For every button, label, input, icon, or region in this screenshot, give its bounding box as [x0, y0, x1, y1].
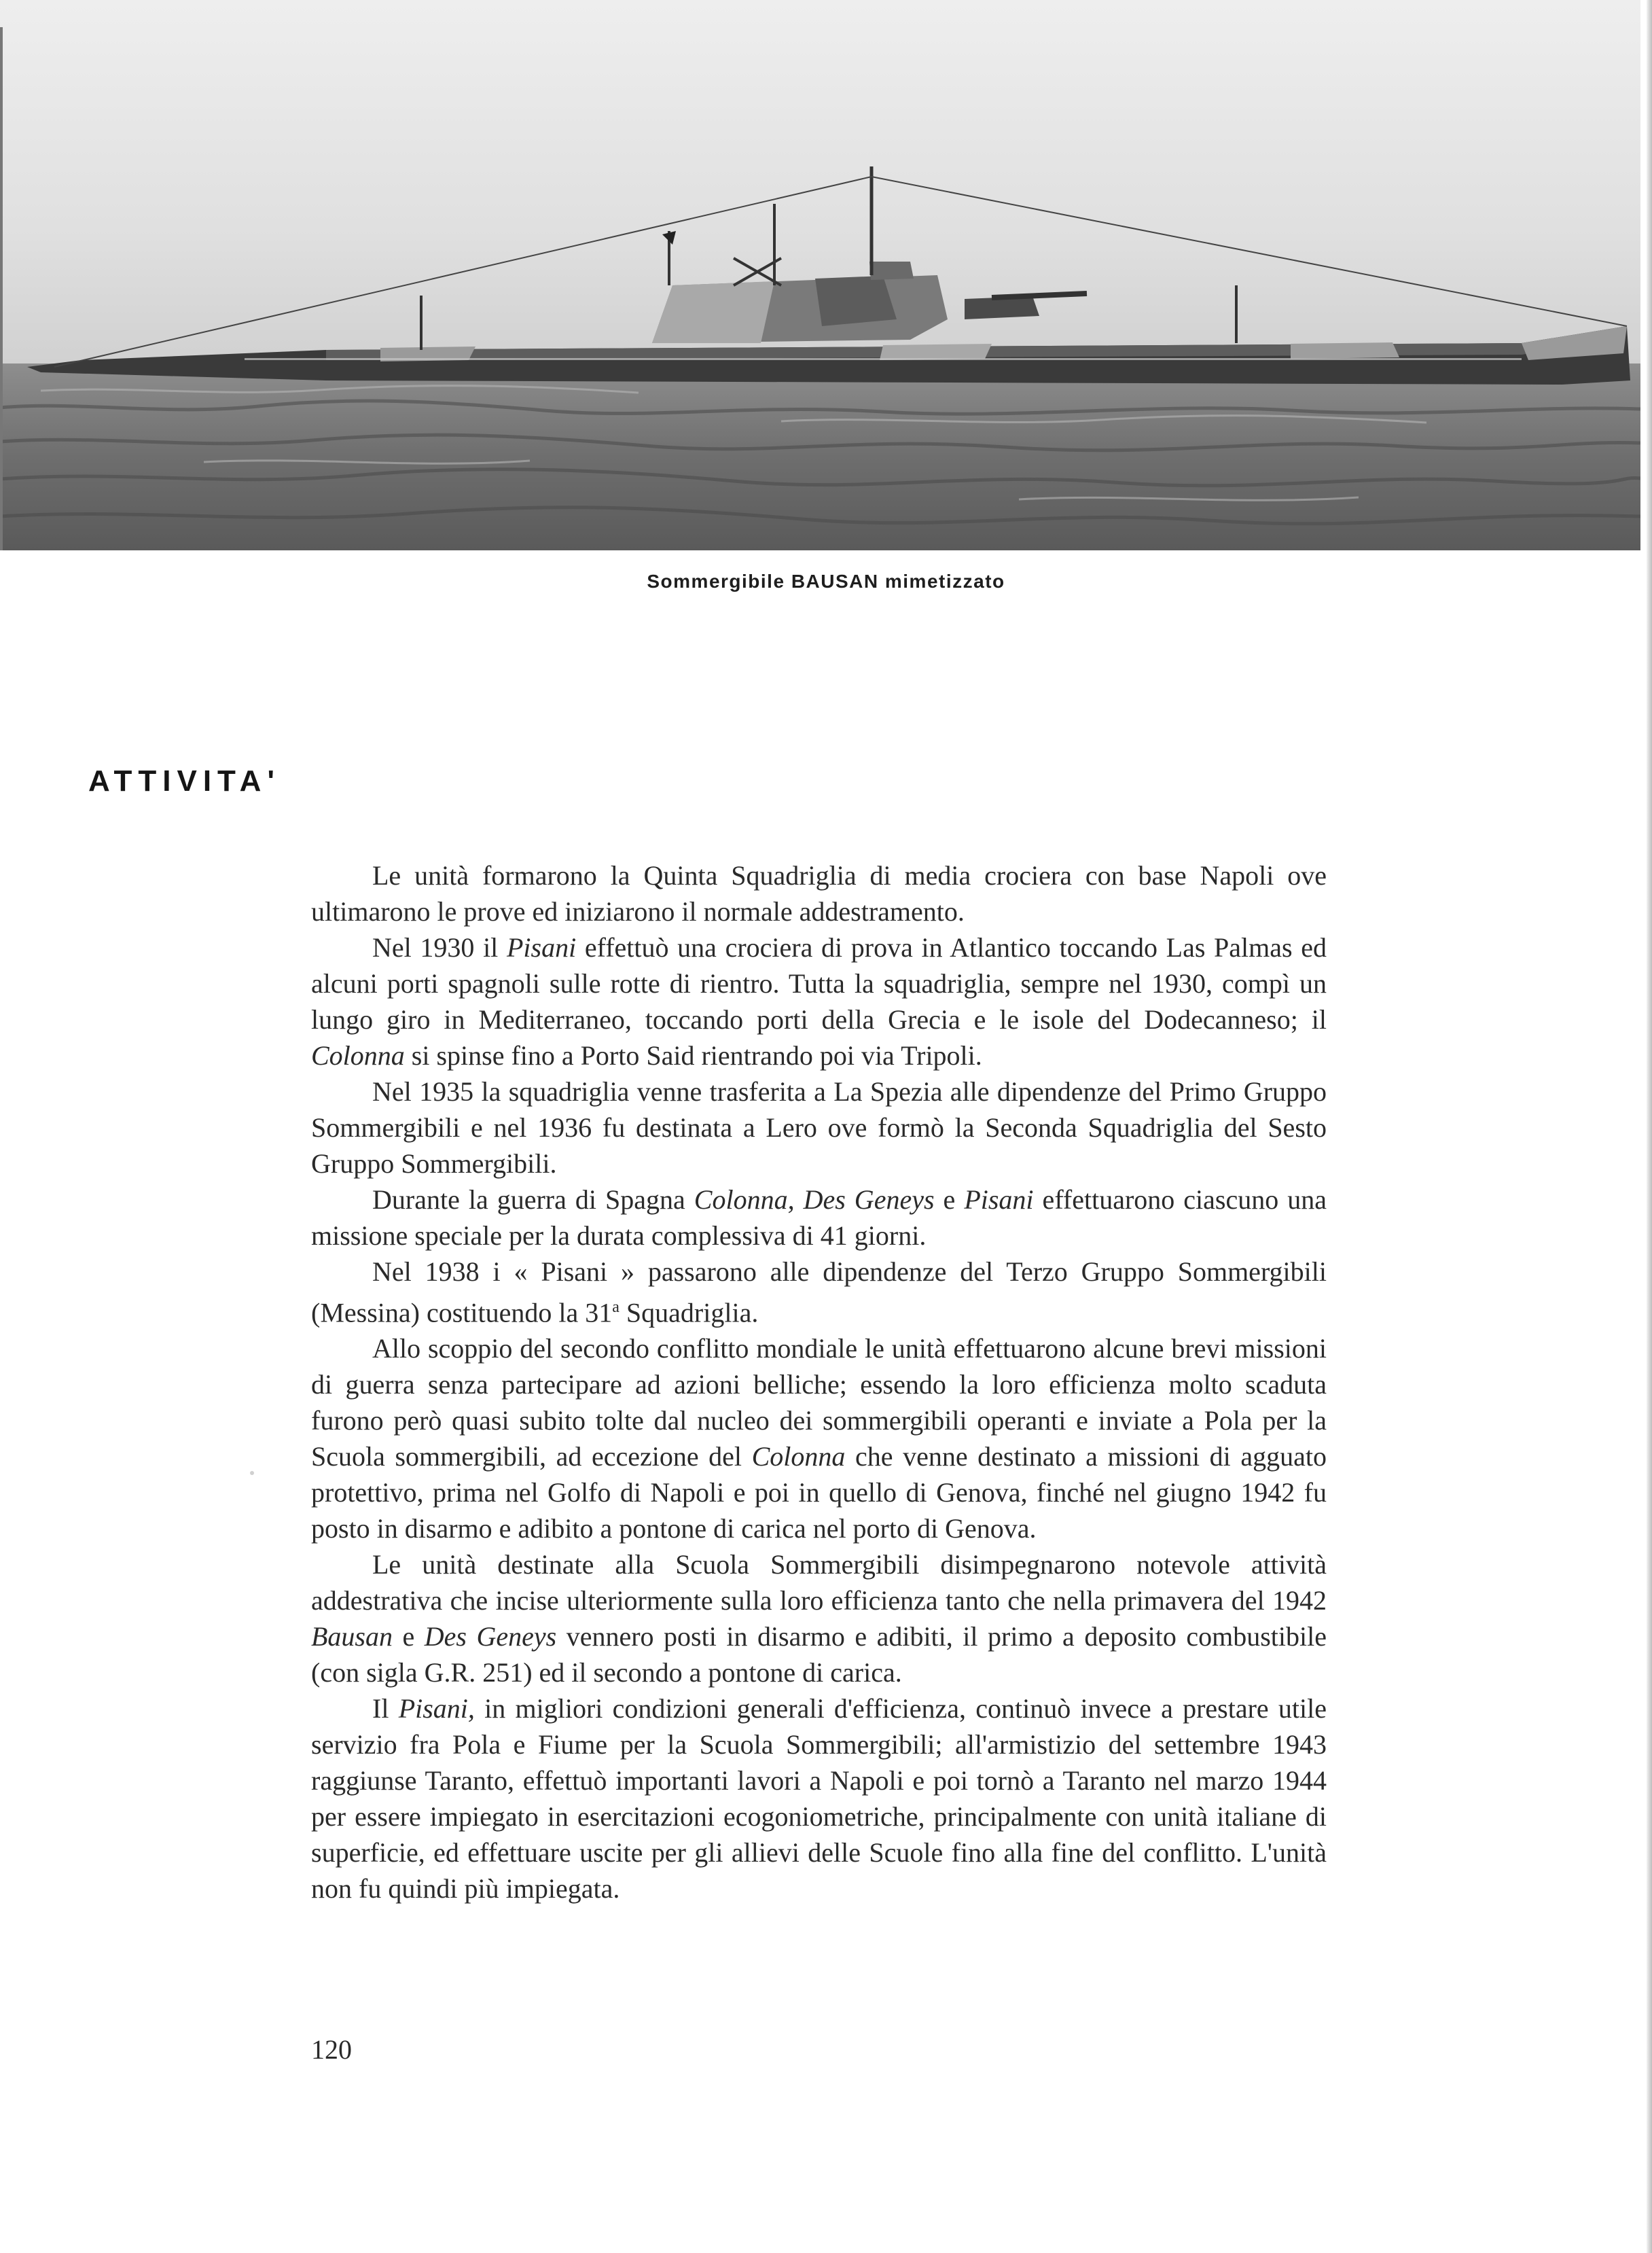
italic-text: Pisani: [506, 932, 577, 963]
scan-edge-right: [1647, 0, 1652, 2253]
paragraph-text: Il: [372, 1693, 399, 1724]
paragraph: [311, 1330, 1327, 1546]
italic-text: Pisani,: [398, 1693, 475, 1724]
paragraph-text: Le unità destinate alla Scuola Sommergibili disimpegnarono notevole attività addestrativa che incise ulteriormente sulla loro efficienza tanto che nella primavera del 1942: [311, 1549, 1327, 1616]
paragraph-text: in migliori condizioni generali d'efficienza, continuò invece a prestare utile servizio fra Pola e Fiume per la Scuola Sommergibili; all'armistizio del settembre 1943 raggiunse Taranto, effettuò importanti lavori a Napoli e poi tornò a Taranto nel marzo 1944 per essere impiegato in esercitazioni ecogoniometriche, principalmente con unità italiane di superficie, ed effettuare uscite per gli allievi delle Scuole fino alla fine del conflitto. L'unità non fu quindi più impiegata.: [311, 1693, 1327, 1904]
paragraph-text: Squadriglia.: [619, 1297, 759, 1328]
paragraph-text: effettuarono ciascuno una missione speciale per la durata complessiva di 41 giorni.: [311, 1184, 1327, 1251]
section-heading: ATTIVITA': [88, 764, 281, 798]
paragraph: [311, 1546, 1327, 1690]
paragraph: [311, 1254, 1327, 1330]
photo-caption: Sommergibile BAUSAN mimetizzato: [647, 571, 1005, 592]
superscript-text: a: [612, 1298, 620, 1316]
scan-speck: [250, 1471, 254, 1475]
body-text: [311, 857, 1327, 1906]
paragraph-text: Nel 1935 la squadriglia venne trasferita a La Spezia alle dipendenze del Primo Gruppo Sommergibili e nel 1936 fu destinata a Lero ove formò la Seconda Squadriglia del Sesto Gruppo Sommergibili.: [311, 1076, 1327, 1179]
italic-text: Des Geneys: [424, 1621, 557, 1652]
scan-edge-left: [0, 27, 3, 550]
paragraph-text: e: [393, 1621, 425, 1652]
paragraph-text: effettuò una crociera di prova in Atlantico toccando Las Palmas ed alcuni porti spagnoli sulle rotte di rientro. Tutta la squadriglia, sempre nel 1930, compì un lungo giro in Mediterraneo, toccando porti della Grecia e le isole del Dodecanneso; il: [311, 932, 1327, 1035]
italic-text: Colonna, Des Geneys: [694, 1184, 935, 1215]
paragraph-text: Allo scoppio del secondo conflitto mondiale le unità effettuarono alcune brevi missioni di guerra senza partecipare ad azioni belliche; essendo la loro efficienza molto scaduta furono però quasi subito tolte dal nucleo dei sommergibili operanti e inviate a Pola per la Scuola sommergibili, ad eccezione del: [311, 1333, 1327, 1472]
paragraph-text: Nel 1930 il: [372, 932, 507, 963]
paragraph-text: Le unità formarono la Quinta Squadriglia di media crociera con base Napoli ove ultimarono le prove ed iniziarono il normale addestramento.: [311, 860, 1327, 927]
paragraph-text: Nel 1938 i « Pisani » passarono alle dipendenze del Terzo Gruppo Sommergibili (Messina) costituendo la 31: [311, 1256, 1327, 1328]
paragraph-text: che venne destinato a missioni di agguato protettivo, prima nel Golfo di Napoli e poi in quello di Genova, finché nel giugno 1942 fu posto in disarmo e adibito a pontone di carica nel porto di Genova.: [311, 1441, 1327, 1544]
paragraph: [311, 1182, 1327, 1254]
paragraph-text: Durante la guerra di Spagna: [372, 1184, 694, 1215]
page-number: 120: [311, 2034, 352, 2065]
italic-text: Bausan: [311, 1621, 393, 1652]
paragraph: [311, 1690, 1327, 1906]
paragraph: [311, 929, 1327, 1074]
paragraph-text: e: [934, 1184, 965, 1215]
paragraph: [311, 857, 1327, 929]
italic-text: Pisani: [964, 1184, 1034, 1215]
paragraph-text: si spinse fino a Porto Said rientrando poi via Tripoli.: [404, 1040, 982, 1071]
paragraph: [311, 1074, 1327, 1182]
italic-text: Colonna: [311, 1040, 405, 1071]
italic-text: Colonna: [751, 1441, 846, 1472]
paragraph-text: vennero posti in disarmo e adibiti, il primo a deposito combustibile (con sigla G.R. 251) ed il secondo a pontone di carica.: [311, 1621, 1327, 1688]
submarine-photo: [0, 0, 1640, 550]
